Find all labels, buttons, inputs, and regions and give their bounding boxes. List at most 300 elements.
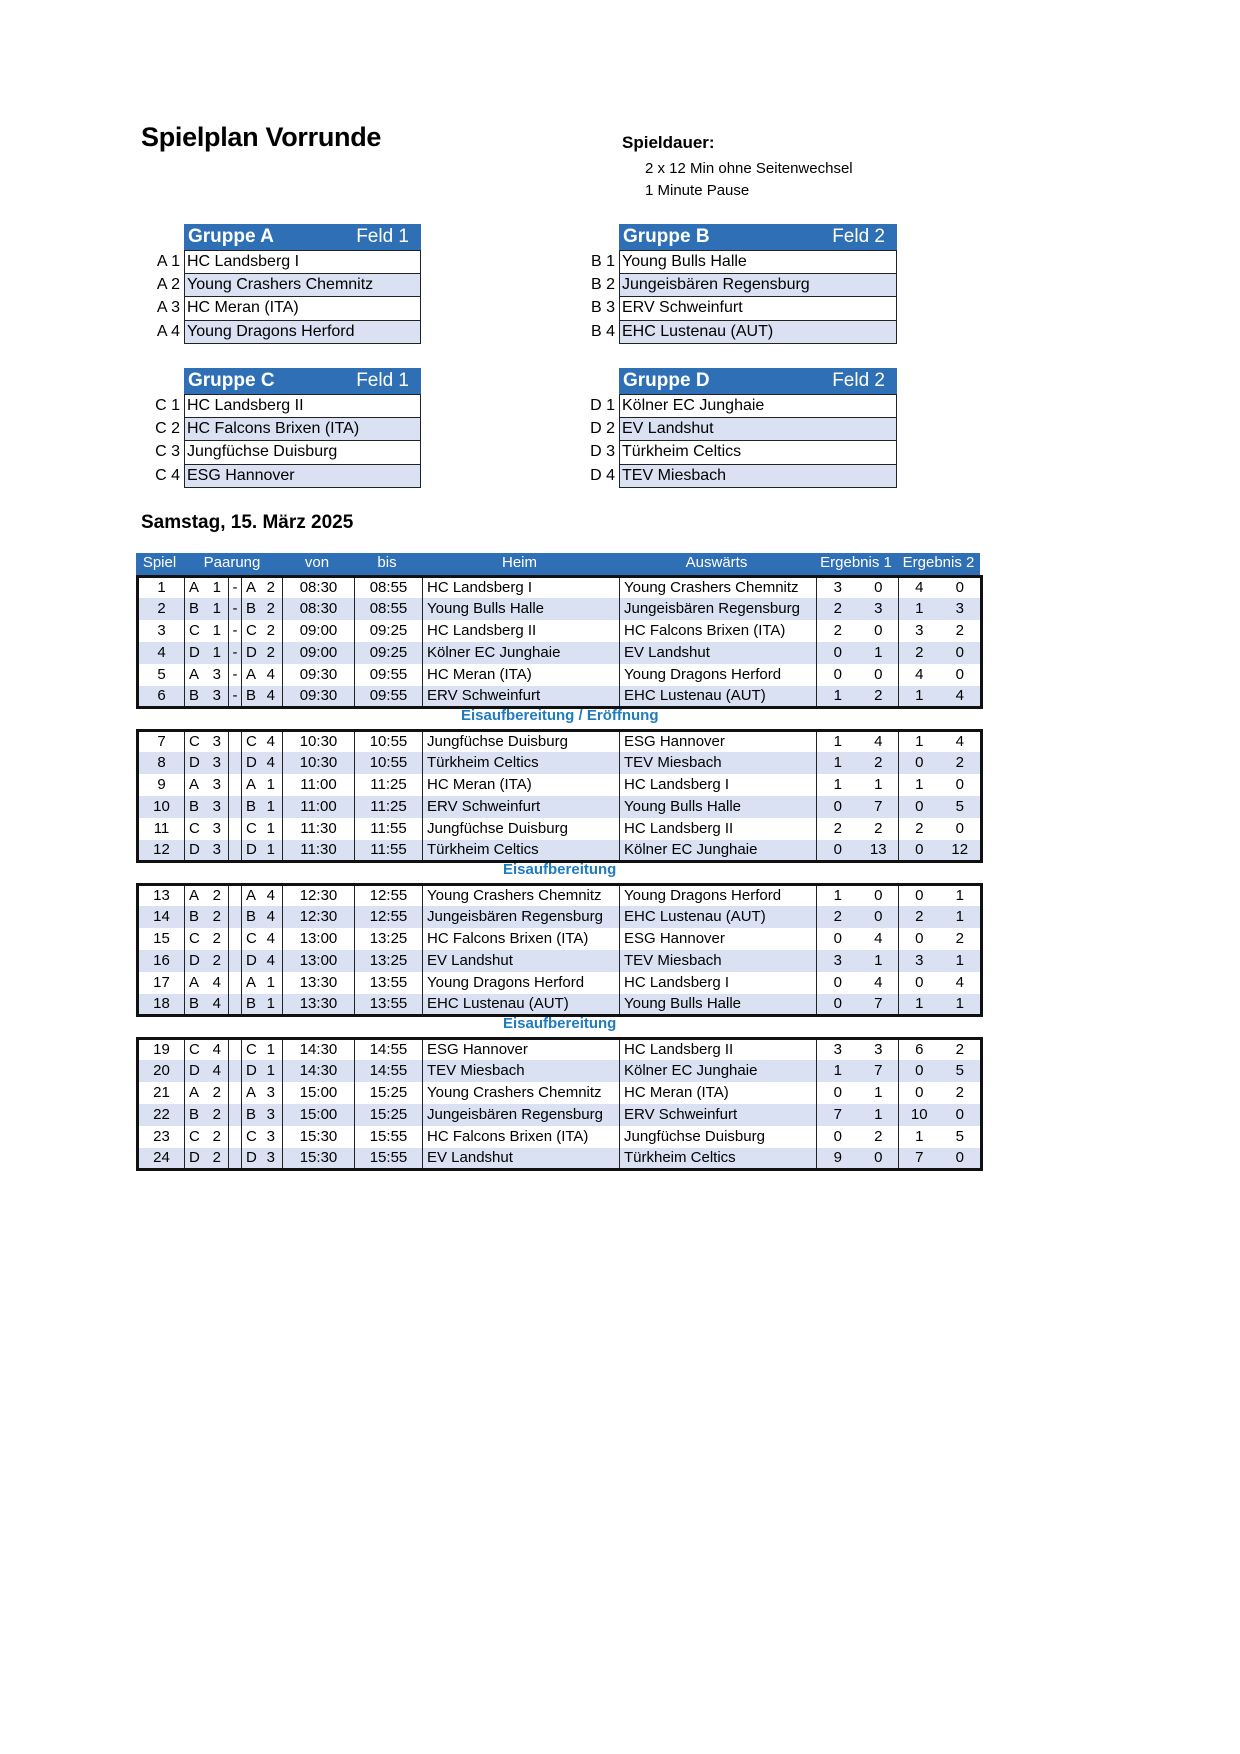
result1-away: 7 [859,796,899,818]
home-seed: 3 [206,774,229,796]
away-team: ESG Hannover [620,928,817,950]
result2-away: 4 [940,686,982,708]
team-code: A 3 [156,299,180,316]
match-number: 11 [138,818,185,840]
pairing-dash [229,1104,242,1126]
match-number: 9 [138,774,185,796]
start-time: 11:00 [283,774,355,796]
end-time: 12:55 [355,906,423,928]
end-time: 09:55 [355,664,423,686]
result2-away: 2 [955,1041,964,1059]
match-number: 6 [138,686,185,708]
group-team-row [155,465,421,489]
away-seed: 1 [260,1039,283,1061]
spieldauer-heading: Spieldauer: [622,133,715,152]
end-time: 11:55 [355,840,423,862]
result1-away: 1 [859,774,899,796]
match-row [138,1126,982,1148]
away-group: D [242,950,260,972]
home-team: Young Crashers Chemnitz [423,885,620,907]
home-team: Kölner EC Junghaie [423,642,620,664]
result2-away: 5 [940,1060,982,1082]
group-team-row [590,418,897,442]
home-seed: 1 [206,642,229,664]
team-code: D 2 [590,419,615,437]
group-field: Feld 1 [356,370,409,391]
team-code: B 2 [590,275,615,293]
spieldauer-line: 2 x 12 Min ohne Seitenwechsel [645,160,853,177]
team-name: Young Bulls Halle [622,253,747,270]
group-team-row [155,418,421,442]
result1-home: 0 [833,1128,842,1145]
away-team: EHC Lustenau (AUT) [620,686,817,708]
home-group: B [185,598,206,620]
header-ergebnis1: Ergebnis 1 [820,554,892,571]
group-name: Gruppe A [188,226,274,247]
end-time: 13:25 [355,928,423,950]
away-group: D [242,840,260,862]
away-team: Kölner EC Junghaie [620,1060,817,1082]
end-time: 10:55 [355,731,423,753]
result2-home: 10 [899,1104,940,1126]
home-group: B [185,1104,206,1126]
home-team: TEV Miesbach [423,1060,620,1082]
group-team-row [156,250,421,274]
away-team: EV Landshut [620,642,817,664]
result2-home: 0 [915,974,924,991]
team-code: D 4 [590,466,615,484]
pairing-dash: - [229,598,242,620]
start-time: 11:30 [283,818,355,840]
match-number: 16 [138,950,185,972]
result2-home: 2 [899,906,940,928]
group-field: Feld 2 [832,370,885,391]
pairing-dash: - [229,686,242,708]
home-team: Jungfüchse Duisburg [423,731,620,753]
header-bis: bis [377,554,397,571]
home-team: Young Bulls Halle [423,598,620,620]
result1-away: 3 [859,1039,899,1061]
pairing-dash [229,1082,242,1104]
team-name: Young Crashers Chemnitz [187,275,374,293]
home-team: EV Landshut [423,950,620,972]
result1-away: 0 [859,664,899,686]
away-seed: 3 [260,1082,283,1104]
pairing-dash [229,950,242,972]
away-group: C [246,733,257,751]
away-seed: 2 [260,642,283,664]
result1-home: 9 [817,1148,859,1170]
start-time: 09:00 [283,620,355,642]
match-number: 1 [138,577,185,599]
home-seed: 2 [206,928,229,950]
match-number: 20 [138,1060,185,1082]
home-seed: 1 [206,620,229,642]
end-time: 11:25 [355,774,423,796]
match-row [138,906,982,928]
home-group: C [189,1128,200,1145]
home-group: B [185,686,206,708]
home-seed: 2 [206,885,229,907]
result2-home: 2 [915,820,924,837]
home-team: Jungfüchse Duisburg [423,818,620,840]
match-row [138,642,982,664]
result1-home: 3 [833,579,842,597]
team-code: B 3 [590,299,615,316]
end-time: 10:55 [355,752,423,774]
team-code: C 3 [155,443,180,460]
match-row [138,928,982,950]
start-time: 10:30 [283,752,355,774]
match-number: 14 [138,906,185,928]
home-seed: 1 [206,598,229,620]
pairing-dash: - [229,620,242,642]
home-seed: 3 [206,731,229,753]
start-time: 15:30 [283,1126,355,1148]
away-group: A [246,776,257,794]
result1-away: 0 [859,577,899,599]
home-group: D [185,950,206,972]
result2-away: 0 [955,776,964,794]
team-code: C 2 [155,419,180,437]
away-team: HC Landsberg I [620,774,817,796]
result1-home: 2 [817,598,859,620]
start-time: 10:30 [283,731,355,753]
result1-away: 4 [859,928,899,950]
end-time: 11:55 [355,818,423,840]
group-team-row [156,274,421,298]
home-team: ESG Hannover [423,1039,620,1061]
result1-away: 7 [859,994,899,1016]
away-seed: 1 [260,840,283,862]
away-group: D [242,1148,260,1170]
away-group: C [246,820,257,837]
pairing-dash [229,1060,242,1082]
end-time: 13:55 [355,972,423,994]
home-team: ERV Schweinfurt [423,686,620,708]
pairing-dash: - [229,577,242,599]
match-row [138,598,982,620]
match-row [138,972,982,994]
away-group: B [242,994,260,1016]
home-seed: 3 [206,686,229,708]
match-row [138,686,982,708]
header-spiel: Spiel [142,554,177,571]
home-group: A [189,776,200,794]
away-team: Türkheim Celtics [620,1148,817,1170]
result1-home: 0 [817,840,859,862]
header-heim: Heim [501,554,537,571]
home-group: C [189,733,200,751]
group-table [590,368,897,488]
away-seed: 2 [260,577,283,599]
match-number: 7 [138,731,185,753]
away-seed: 4 [260,664,283,686]
home-team: Young Dragons Herford [423,972,620,994]
match-number: 12 [138,840,185,862]
home-group: A [189,1084,200,1102]
team-name: Türkheim Celtics [622,443,742,460]
away-seed: 4 [260,885,283,907]
end-time: 08:55 [355,598,423,620]
match-row [138,840,982,862]
result2-home: 1 [899,598,940,620]
group-name: Gruppe C [188,370,275,391]
end-time: 12:55 [355,885,423,907]
date-heading: Samstag, 15. März 2025 [141,512,354,533]
home-team: Türkheim Celtics [423,752,620,774]
result2-home: 1 [899,994,940,1016]
end-time: 13:25 [355,950,423,972]
break-label: Eisaufbereitung [503,1015,617,1032]
result1-home: 0 [817,796,859,818]
pairing-dash [229,1148,242,1170]
team-name: Jungeisbären Regensburg [622,275,810,293]
away-seed: 4 [260,928,283,950]
break-label: Eisaufbereitung / Eröffnung [461,707,659,724]
home-team: HC Landsberg II [423,620,620,642]
pairing-dash [229,774,242,796]
result2-away: 2 [955,1084,964,1102]
pairing-dash [229,906,242,928]
pairing-dash: - [229,664,242,686]
group-header [184,368,421,394]
home-group: A [189,887,200,905]
schedule-block [136,1037,983,1171]
away-group: D [242,1060,260,1082]
pairing-dash [229,731,242,753]
team-name: Jungfüchse Duisburg [187,443,338,460]
match-row [138,1082,982,1104]
result2-home: 6 [915,1041,924,1059]
result1-home: 7 [817,1104,859,1126]
match-row [138,885,982,907]
match-number: 8 [138,752,185,774]
away-team: Young Dragons Herford [620,885,817,907]
result1-home: 0 [833,974,842,991]
away-seed: 1 [260,1060,283,1082]
team-code: B 1 [590,253,615,270]
home-team: HC Falcons Brixen (ITA) [423,928,620,950]
result2-home: 0 [899,840,940,862]
page-title: Spielplan Vorrunde [141,122,382,152]
match-number: 10 [138,796,185,818]
result2-away: 0 [955,579,964,597]
away-group: C [246,1041,257,1059]
result1-away: 4 [859,972,899,994]
result1-away: 2 [859,752,899,774]
away-group: B [242,598,260,620]
match-number: 22 [138,1104,185,1126]
start-time: 13:00 [283,928,355,950]
home-seed: 3 [206,752,229,774]
group-team-row [590,441,897,465]
group-name: Gruppe B [623,226,710,247]
team-code: C 4 [155,466,180,484]
team-code: A 2 [156,275,180,293]
home-team: EHC Lustenau (AUT) [423,994,620,1016]
away-seed: 3 [260,1148,283,1170]
result2-home: 1 [915,776,924,794]
away-seed: 3 [260,1104,283,1126]
match-row [138,731,982,753]
home-group: B [185,994,206,1016]
match-number: 13 [138,885,185,907]
pairing-dash [229,928,242,950]
team-name: HC Landsberg II [187,397,304,414]
away-team: Jungfüchse Duisburg [620,1126,817,1148]
schedule-block [136,883,983,1017]
away-group: B [242,906,260,928]
home-seed: 2 [206,1104,229,1126]
header-paarung: Paarung [203,554,261,571]
start-time: 08:30 [283,598,355,620]
match-number: 5 [138,664,185,686]
result2-home: 1 [915,1128,924,1145]
home-seed: 1 [206,577,229,599]
header-von: von [304,554,330,571]
result1-away: 3 [859,598,899,620]
result2-home: 7 [899,1148,940,1170]
group-team-row [590,465,897,489]
group-team-row [156,297,421,321]
team-name: HC Meran (ITA) [187,299,299,316]
start-time: 13:30 [283,994,355,1016]
start-time: 09:00 [283,642,355,664]
team-name: ERV Schweinfurt [622,299,743,316]
end-time: 08:55 [355,577,423,599]
result1-home: 1 [817,752,859,774]
result2-away: 2 [940,752,982,774]
start-time: 14:30 [283,1060,355,1082]
end-time: 14:55 [355,1039,423,1061]
start-time: 13:00 [283,950,355,972]
group-header [184,224,421,250]
group-team-row [590,297,897,321]
match-number: 4 [138,642,185,664]
start-time: 14:30 [283,1039,355,1061]
away-seed: 1 [260,994,283,1016]
group-table [156,224,421,344]
away-group: C [246,1128,257,1145]
result1-away: 2 [859,686,899,708]
result2-away: 1 [955,887,964,905]
result1-home: 0 [817,994,859,1016]
away-seed: 1 [260,818,283,840]
team-name: EV Landshut [622,419,714,437]
home-group: D [185,1060,206,1082]
start-time: 15:00 [283,1082,355,1104]
away-team: ESG Hannover [620,731,817,753]
result1-home: 1 [833,733,842,751]
end-time: 09:55 [355,686,423,708]
home-group: A [189,666,200,683]
result2-home: 0 [899,1060,940,1082]
result2-away: 5 [955,1128,964,1145]
start-time: 08:30 [283,577,355,599]
group-team-row [590,274,897,298]
home-group: D [185,1148,206,1170]
result2-away: 0 [940,1148,982,1170]
result2-home: 4 [915,579,924,597]
home-seed: 4 [206,994,229,1016]
home-seed: 4 [206,1060,229,1082]
match-number: 17 [138,972,185,994]
team-code: D 3 [590,443,615,460]
away-team: Young Crashers Chemnitz [620,577,817,599]
team-code: A 4 [156,322,180,340]
home-team: Jungeisbären Regensburg [423,906,620,928]
away-group: B [242,796,260,818]
result2-away: 0 [940,1104,982,1126]
group-name: Gruppe D [623,370,710,391]
away-team: HC Landsberg I [620,972,817,994]
match-number: 15 [138,928,185,950]
match-row [138,796,982,818]
end-time: 15:55 [355,1126,423,1148]
start-time: 13:30 [283,972,355,994]
group-team-row [590,250,897,274]
end-time: 15:55 [355,1148,423,1170]
group-field: Feld 2 [832,226,885,247]
end-time: 13:55 [355,994,423,1016]
group-team-row [156,321,421,345]
home-seed: 3 [206,796,229,818]
team-name: HC Landsberg I [187,253,300,270]
away-group: A [246,666,257,683]
result2-away: 12 [940,840,982,862]
home-team: Young Crashers Chemnitz [423,1082,620,1104]
pairing-dash [229,840,242,862]
pairing-dash [229,796,242,818]
away-team: Young Bulls Halle [620,994,817,1016]
team-code: C 1 [155,397,180,414]
away-team: Kölner EC Junghaie [620,840,817,862]
result1-home: 2 [817,906,859,928]
away-group: A [246,887,257,905]
away-group: B [242,1104,260,1126]
break-label: Eisaufbereitung [503,861,617,878]
home-group: B [185,906,206,928]
away-seed: 4 [260,950,283,972]
match-number: 19 [138,1039,185,1061]
pairing-dash [229,885,242,907]
home-seed: 4 [206,1039,229,1061]
home-team: Türkheim Celtics [423,840,620,862]
pairing-dash [229,972,242,994]
match-number: 21 [138,1082,185,1104]
home-team: HC Landsberg I [423,577,620,599]
team-name: ESG Hannover [187,466,295,484]
end-time: 09:25 [355,642,423,664]
pairing-dash [229,1039,242,1061]
result1-home: 2 [833,820,842,837]
result1-away: 0 [859,906,899,928]
home-seed: 3 [206,840,229,862]
match-number: 18 [138,994,185,1016]
home-seed: 2 [206,1148,229,1170]
schedule-header [136,553,980,575]
result2-away: 1 [940,994,982,1016]
result2-home: 3 [915,622,924,640]
team-name: EHC Lustenau (AUT) [622,322,774,340]
home-seed: 2 [206,1126,229,1148]
away-team: ERV Schweinfurt [620,1104,817,1126]
result1-away: 1 [859,642,899,664]
group-team-row [155,394,421,418]
result1-home: 1 [817,686,859,708]
pairing-dash: - [229,642,242,664]
